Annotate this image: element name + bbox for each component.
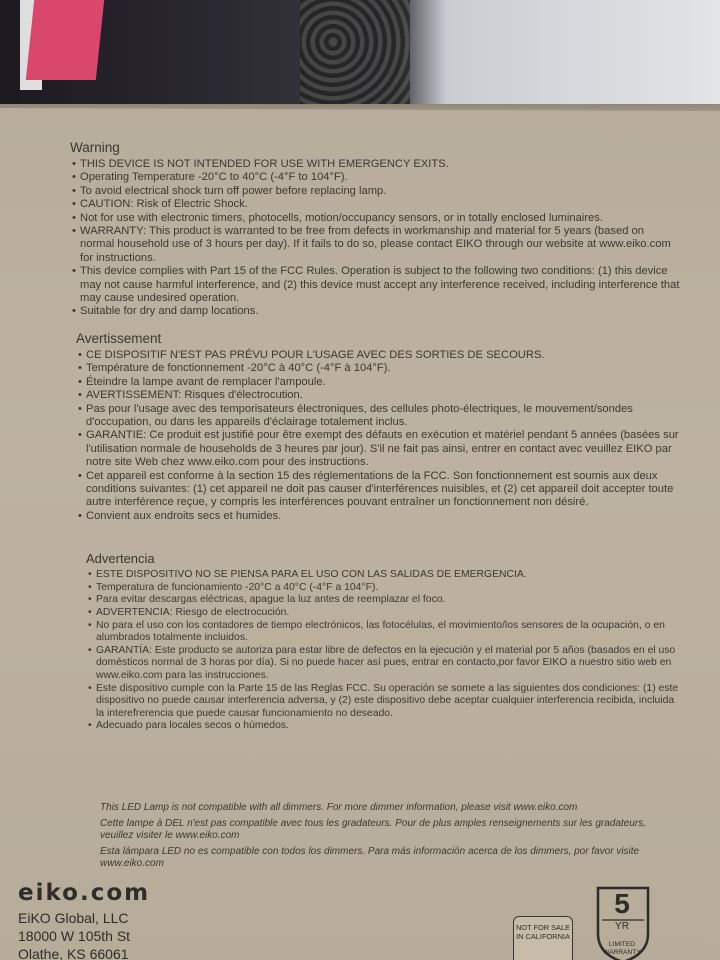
avertissement-item — [76, 403, 680, 430]
dimmer-notice-fr: Cette lampe à DEL n'est pas compatible avec tous les gradateurs. Pour de plus amples renseignements sur les gradateurs, veuillez visiter le www.eiko.com — [100, 818, 646, 841]
bullet-icon: • — [78, 362, 82, 375]
bullet-icon: • — [88, 644, 92, 656]
warranty-label: LIMITED WARRANTY — [603, 941, 641, 956]
bullet-icon: • — [88, 569, 92, 581]
bullet-icon: • — [72, 198, 76, 211]
background-lace — [300, 0, 410, 105]
bullet-icon: • — [78, 429, 82, 442]
avertissement-item-text: GARANTIE: Ce produit est justifié pour être exempt des défauts en exécution et matériel pendant 5 années (basées sur l'utilisation normale de households de 3 heures par jour). S'il ne fait pas ainsi, entrer en contact avec veuillez EIKO par notre site Web chez www.eiko.com pour des instructions. — [86, 429, 679, 469]
avertissement-heading: Avertissement — [76, 330, 162, 346]
avertissement-item-text: Convient aux endroits secs et humides. — [86, 509, 282, 522]
bullet-icon: • — [72, 211, 76, 224]
advertencia-section — [70, 551, 680, 733]
bullet-icon: • — [88, 619, 92, 631]
warning-item-text: Suitable for dry and damp locations. — [80, 305, 259, 318]
warning-item — [70, 185, 680, 198]
warning-item-text: To avoid electrical shock turn off power before replacing lamp. — [80, 184, 387, 197]
avertissement-item-text: Éteindre la lampe avant de remplacer l'ampoule. — [86, 375, 326, 388]
advertencia-item-text: ESTE DISPOSITIVO NO SE PIENSA PARA EL USO CON LAS SALIDAS DE EMERGENCIA. — [96, 569, 527, 581]
background-cloth-pink — [26, 0, 104, 80]
avertissement-list — [76, 349, 680, 523]
avertissement-item — [76, 389, 680, 402]
avertissement-item — [76, 376, 680, 389]
bullet-icon: • — [78, 389, 82, 402]
eiko-logo: eiko.com — [18, 880, 151, 906]
bullet-icon: • — [72, 265, 76, 278]
bullet-icon: • — [78, 348, 82, 361]
advertencia-item — [86, 645, 680, 683]
avertissement-item-text: Pas pour l'usage avec des temporisateurs électroniques, des cellules photo-électriques, le mouvement/sondes d'occupation, ou dans les appareils d'éclairage totalement inclus. — [86, 402, 633, 428]
advertencia-item — [86, 594, 680, 607]
advertencia-heading: Advertencia — [86, 551, 155, 567]
avertissement-item — [76, 510, 680, 523]
warning-item — [70, 265, 680, 305]
avertissement-item — [76, 429, 680, 469]
bullet-icon: • — [88, 581, 92, 593]
advertencia-item-text: Adecuado para locales secos o húmedos. — [96, 720, 289, 732]
advertencia-item — [86, 607, 680, 620]
warning-item — [70, 171, 680, 184]
avertissement-item — [76, 470, 680, 510]
avertissement-item-text: Température de fonctionnement -20°C à 40°C (-4°F à 104°F). — [86, 362, 391, 375]
avertissement-item-text: CE DISPOSITIF N'EST PAS PRÉVU POUR L'USAGE AVEC DES SORTIES DE SECOURS. — [86, 348, 545, 361]
warning-item-text: This device complies with Part 15 of the FCC Rules. Operation is subject to the following two conditions: (1) this device may not cause harmful interference, and (2) this device must accept any interference received, including interference that may cause undesired operation. — [80, 265, 680, 305]
bullet-icon: • — [72, 158, 76, 170]
bullet-icon: • — [72, 305, 76, 318]
company-address — [18, 909, 130, 960]
warning-item — [70, 225, 680, 265]
label-text — [70, 140, 680, 733]
advertencia-item — [86, 720, 680, 733]
background-photo — [0, 0, 720, 115]
warning-item — [70, 198, 680, 211]
bullet-icon: • — [72, 171, 76, 184]
warning-section — [70, 140, 680, 319]
dimmer-notice-en: This LED Lamp is not compatible with all dimmers. For more dimmer information, please visit www.eiko.com — [100, 802, 578, 813]
company-city: Olathe, KS 66061 — [18, 946, 129, 960]
warning-item-text: Not for use with electronic timers, photocells, motion/occupancy sensors, or in totally enclosed luminaires. — [80, 211, 603, 224]
warning-item — [70, 212, 680, 225]
advertencia-item-text: Para evitar descargas eléctricas, apague la luz antes de reemplazar el foco. — [96, 594, 446, 606]
warning-item-text: THIS DEVICE IS NOT INTENDED FOR USE WITH EMERGENCY EXITS. — [80, 158, 449, 170]
company-street: 18000 W 105th St — [18, 928, 131, 944]
avertissement-item — [76, 362, 680, 375]
avertissement-section — [70, 331, 680, 523]
not-for-sale-california-badge: NOT FOR SALE IN CALIFORNIA — [513, 916, 573, 960]
warning-list — [70, 158, 680, 319]
bullet-icon: • — [88, 682, 92, 694]
warranty-years-number: 5 — [614, 888, 630, 919]
bullet-icon: • — [78, 509, 82, 522]
warranty-badge — [594, 884, 652, 960]
advertencia-item-text: Este dispositivo cumple con la Parte 15 de las Reglas FCC. Su operación se somete a las siguientes dos condiciones: (1) este dispositivo no puede causar interferencia adversa, y (2) este dispositivo debe aceptar cualquier interferencia recibida, incluida la interefrerencia que puede causar funcionamiento no deseado. — [96, 682, 679, 719]
warning-item-text: WARRANTY: This product is warranted to be free from defects in workmanship and material for 5 years (based on normal household use of 3 hours per day). If it fails to do so, please contact EIKO through our website at www.eiko.com for instructions. — [80, 225, 671, 264]
bullet-icon: • — [88, 606, 92, 618]
warning-item-text: CAUTION: Risk of Electric Shock. — [80, 198, 248, 211]
warning-item — [70, 158, 680, 171]
dimmer-notice-es: Esta lámpara LED no es compatible con todos los dimmers. Para más información acerca de los dimmers, por favor visite www.eiko.com — [100, 846, 640, 869]
bullet-icon: • — [88, 594, 92, 606]
advertencia-item — [86, 582, 680, 595]
avertissement-item-text: Cet appareil est conforme à la section 15 des réglementations de la FCC. Son fonctionnement est soumis aux deux conditions suivantes: (1) cet appareil ne doit pas causer d'interférences nuisibles, et (2) cet appareil doit accepter toute autre interférence reçue, y compris les interférences pouvant entraîner un fonctionnement non désiré. — [86, 469, 674, 509]
advertencia-item — [86, 683, 680, 721]
advertencia-item — [86, 569, 680, 582]
bullet-icon: • — [88, 720, 92, 732]
warning-item-text: Operating Temperature -20°C to 40°C (-4°F to 104°F). — [80, 171, 348, 184]
warning-item — [70, 305, 680, 318]
advertencia-item-text: ADVERTENCIA: Riesgo de electrocución. — [96, 606, 290, 618]
advertencia-item-text: Temperatura de funcionamiento -20°C a 40°C (-4°F a 104°F). — [96, 581, 379, 593]
avertissement-item — [76, 349, 680, 362]
avertissement-item-text: AVERTISSEMENT: Risques d'électrocution. — [86, 389, 303, 402]
warranty-years-unit: YR — [615, 921, 629, 932]
company-name: EiKO Global, LLC — [18, 910, 129, 926]
bullet-icon: • — [72, 184, 76, 197]
advertencia-item-text: No para el uso con los contadores de tiempo electrónicos, las fotocélulas, el movimiento/los sensores de la ocupación, o en alumbrados totalmente incluidos. — [96, 619, 665, 644]
bullet-icon: • — [78, 375, 82, 388]
advertencia-item-text: GARANTÍA: Este producto se autoriza para estar libre de defectos en la ejecución y el material por 5 años (basados en el uso domésticos normal de 3 horas por día). Si no puede hacer así pues, entrar en contacto,por favor EIKO a nuestro sitio web en www.eiko.com para las instrucciones. — [96, 644, 676, 681]
bullet-icon: • — [78, 402, 82, 415]
bullet-icon: • — [78, 469, 82, 482]
bullet-icon: • — [72, 225, 76, 238]
advertencia-list — [86, 569, 680, 733]
advertencia-item — [86, 620, 680, 645]
dimmer-notice — [100, 802, 660, 874]
warning-heading: Warning — [70, 140, 120, 155]
